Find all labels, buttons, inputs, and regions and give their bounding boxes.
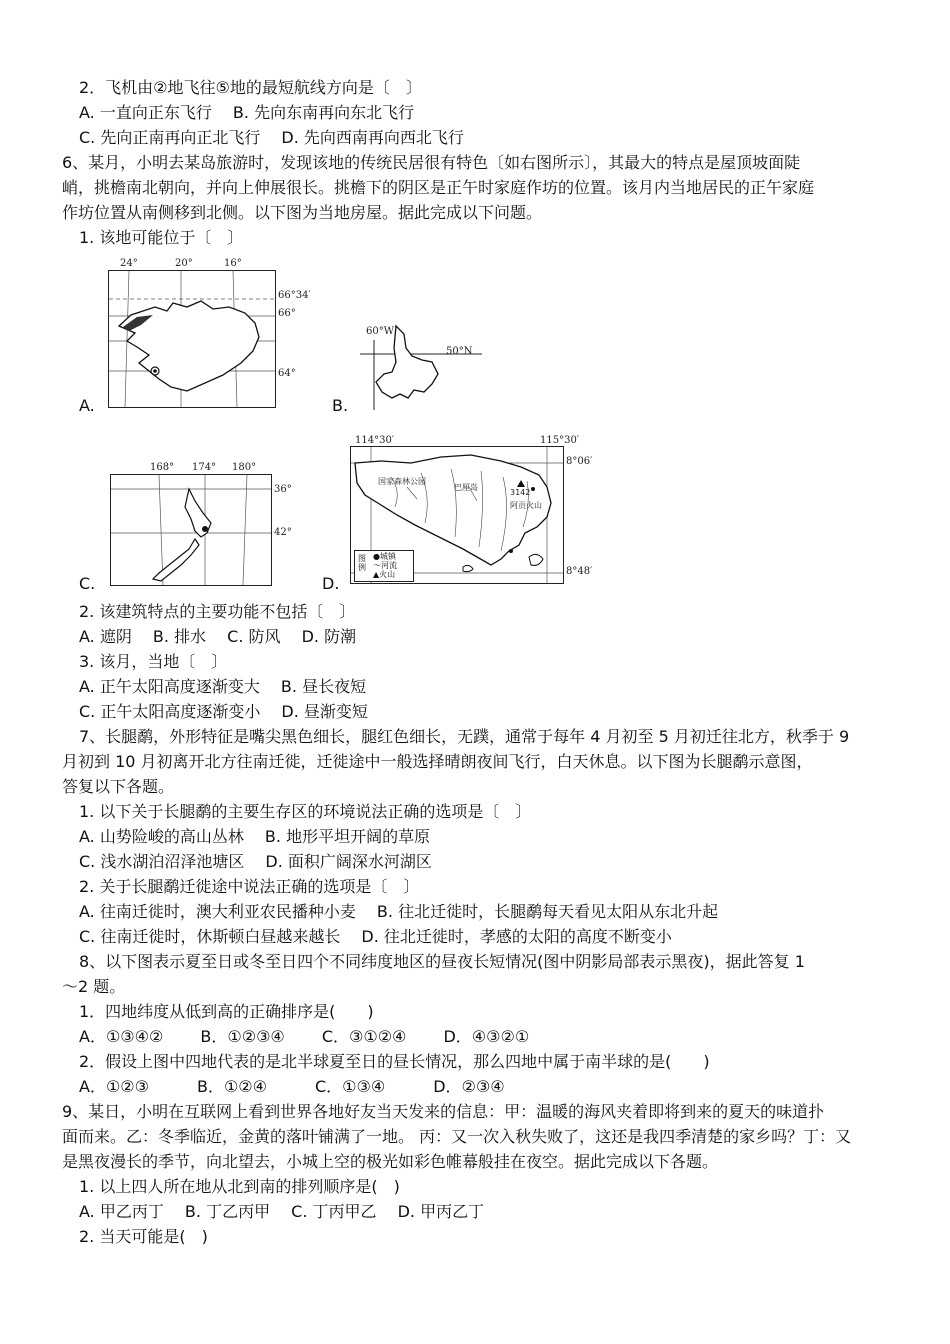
q7-2-stem: 2. 关于长腿鹬迁徙途中说法正确的选项是〔 〕 [79, 877, 420, 896]
map-d-legend-river: 〜河流 [373, 561, 397, 570]
map-c-lon-3: 180° [232, 462, 257, 473]
map-b-lat: 50°N [446, 346, 473, 357]
q5-2-stem: 2．飞机由②地飞往⑤地的最短航线方向是〔 〕 [79, 78, 422, 97]
map-a-lat-3: 64° [278, 368, 296, 379]
map-d-lon-2: 115°30′ [540, 435, 580, 446]
q9-intro-2: 面而来。乙：冬季临近，金黄的落叶铺满了一地。 丙：又一次入秋失败了，这还是我四季清楚的家乡吗？丁：又 [62, 1127, 852, 1146]
q6-2-options: A. 遮阴 B. 排水 C. 防风 D. 防潮 [79, 627, 357, 646]
option-a-label: A. [79, 396, 95, 415]
map-a-lon-3: 16° [224, 258, 242, 269]
q6-1-stem: 1. 该地可能位于〔 〕 [79, 228, 244, 247]
map-c-lat-2: 42° [274, 527, 292, 538]
map-a-lon-2: 20° [175, 258, 193, 269]
map-d-lat-2: 8°48′ [566, 566, 593, 577]
map-d-legend [354, 550, 414, 582]
q9-1-options: A. 甲乙丙丁 B. 丁乙丙甲 C. 丁丙甲乙 D. 甲丙乙丁 [79, 1202, 485, 1221]
q7-intro-2: 月初到 10 月初离开北方往南迁徙，迁徙途中一般选择晴朗夜间飞行，白天休息。以下图为长腿鹬示意图， [62, 752, 813, 771]
q8-intro-1: 8、以下图表示夏至日或冬至日四个不同纬度地区的昼夜长短情况(图中阴影局部表示黑夜)，据此答复 1 [79, 952, 805, 971]
q7-1-options-ab: A. 山势险峻的高山丛林 B. 地形平坦开阔的草原 [79, 827, 431, 846]
option-c-label: C. [79, 574, 96, 593]
q6-intro-3: 作坊位置从南侧移到北侧。以下图为当地房屋。据此完成以下问题。 [62, 203, 543, 222]
map-a-iceland [108, 270, 276, 408]
map-d-island: 巴厘岛 [454, 483, 478, 492]
q9-2-stem: 2. 当天可能是( ) [79, 1227, 208, 1246]
q7-1-options-cd: C. 浅水湖泊沼泽池塘区 D. 面积广阔深水河湖区 [79, 852, 432, 871]
q9-1-stem: 1. 以上四人所在地从北到南的排列顺序是( ) [79, 1177, 400, 1196]
map-d-park: 国家森林公园 [378, 477, 426, 486]
q8-1-stem: 1．四地纬度从低到高的正确排序是( ) [79, 1002, 374, 1021]
q8-2-stem: 2．假设上图中四地代表的是北半球夏至日的昼长情况，那么四地中属于南半球的是( ) [79, 1052, 710, 1071]
map-a-graphic [109, 271, 275, 407]
q7-intro-1: 7、长腿鹬，外形特征是嘴尖黑色细长，腿红色细长，无蹼，通常于每年 4 月初至 5 月初迁往北方，秋季于 9 [79, 727, 850, 746]
q6-intro-1: 6、某月，小明去某岛旅游时，发现该地的传统民居很有特色〔如右图所示〕，其最大的特点是屋顶坡面陡 [62, 153, 801, 172]
map-c-lon-2: 174° [192, 462, 217, 473]
map-a-lon-1: 24° [120, 258, 138, 269]
map-c-lat-1: 36° [274, 484, 292, 495]
q9-intro-1: 9、某日，小明在互联网上看到世界各地好友当天发来的信息：甲：温暖的海风夹着即将到来的夏天的味道扑 [62, 1102, 825, 1121]
map-d-legend-volcano: ▲火山 [373, 570, 396, 579]
option-b-label: B. [332, 396, 349, 415]
map-d-lon-1: 114°30′ [355, 435, 395, 446]
q8-2-options: A．①②③ B．①②④ C．①③④ D．②③④ [79, 1077, 505, 1096]
q6-intro-2: 峭，挑檐南北朝向，并向上伸展很长。挑檐下的阴区是正午时家庭作坊的位置。该月内当地居民的正午家庭 [62, 178, 815, 197]
q7-2-options-cd: C. 往南迁徙时，休斯顿白昼越来越长 D. 往北迁徙时，孝感的太阳的高度不断变小 [79, 927, 672, 946]
q6-3-stem: 3. 该月，当地〔 〕 [79, 652, 228, 671]
q7-2-options-ab: A. 往南迁徙时，澳大利亚农民播种小麦 B. 往北迁徙时，长腿鹬每天看见太阳从东北升起 [79, 902, 719, 921]
q5-2-options-cd: C. 先向正南再向正北飞行 D. 先向西南再向西北飞行 [79, 128, 464, 147]
q6-3-options-ab: A. 正午太阳高度逐渐变大 B. 昼长夜短 [79, 677, 367, 696]
map-c-graphic [111, 475, 271, 585]
q7-intro-3: 答复以下各题。 [62, 777, 175, 796]
map-a-lat-2: 66° [278, 308, 296, 319]
option-d-label: D. [322, 574, 340, 593]
q9-intro-3: 是黑夜漫长的季节，向北望去，小城上空的极光如彩色帷幕般挂在夜空。据此完成以下各题。 [62, 1152, 719, 1171]
map-b-lon: 60°W [366, 326, 395, 337]
map-a-lat-1: 66°34′ [278, 290, 311, 301]
map-c-lon-1: 168° [150, 462, 175, 473]
q6-3-options-cd: C. 正午太阳高度逐渐变小 D. 昼渐变短 [79, 702, 368, 721]
q7-1-stem: 1. 以下关于长腿鹬的主要生存区的环境说法正确的选项是〔 〕 [79, 802, 532, 821]
q5-2-options-ab: A. 一直向正东飞行 B. 先向东南再向东北飞行 [79, 103, 415, 122]
map-d-legend-town: ●城镇 [373, 552, 396, 561]
map-c-new-zealand [110, 474, 272, 586]
q8-intro-2: ～2 题。 [62, 977, 126, 996]
q8-1-options: A．①③④② B．①②③④ C．③①②④ D．④③②① [79, 1027, 530, 1046]
map-d-elevation: 3142 [510, 488, 531, 497]
q6-2-stem: 2. 该建筑特点的主要功能不包括〔 〕 [79, 602, 356, 621]
map-d-volcano: 阿贡火山 [510, 501, 542, 510]
map-d-legend-title: 图例 [358, 554, 366, 572]
map-d-lat-1: 8°06′ [566, 456, 593, 467]
